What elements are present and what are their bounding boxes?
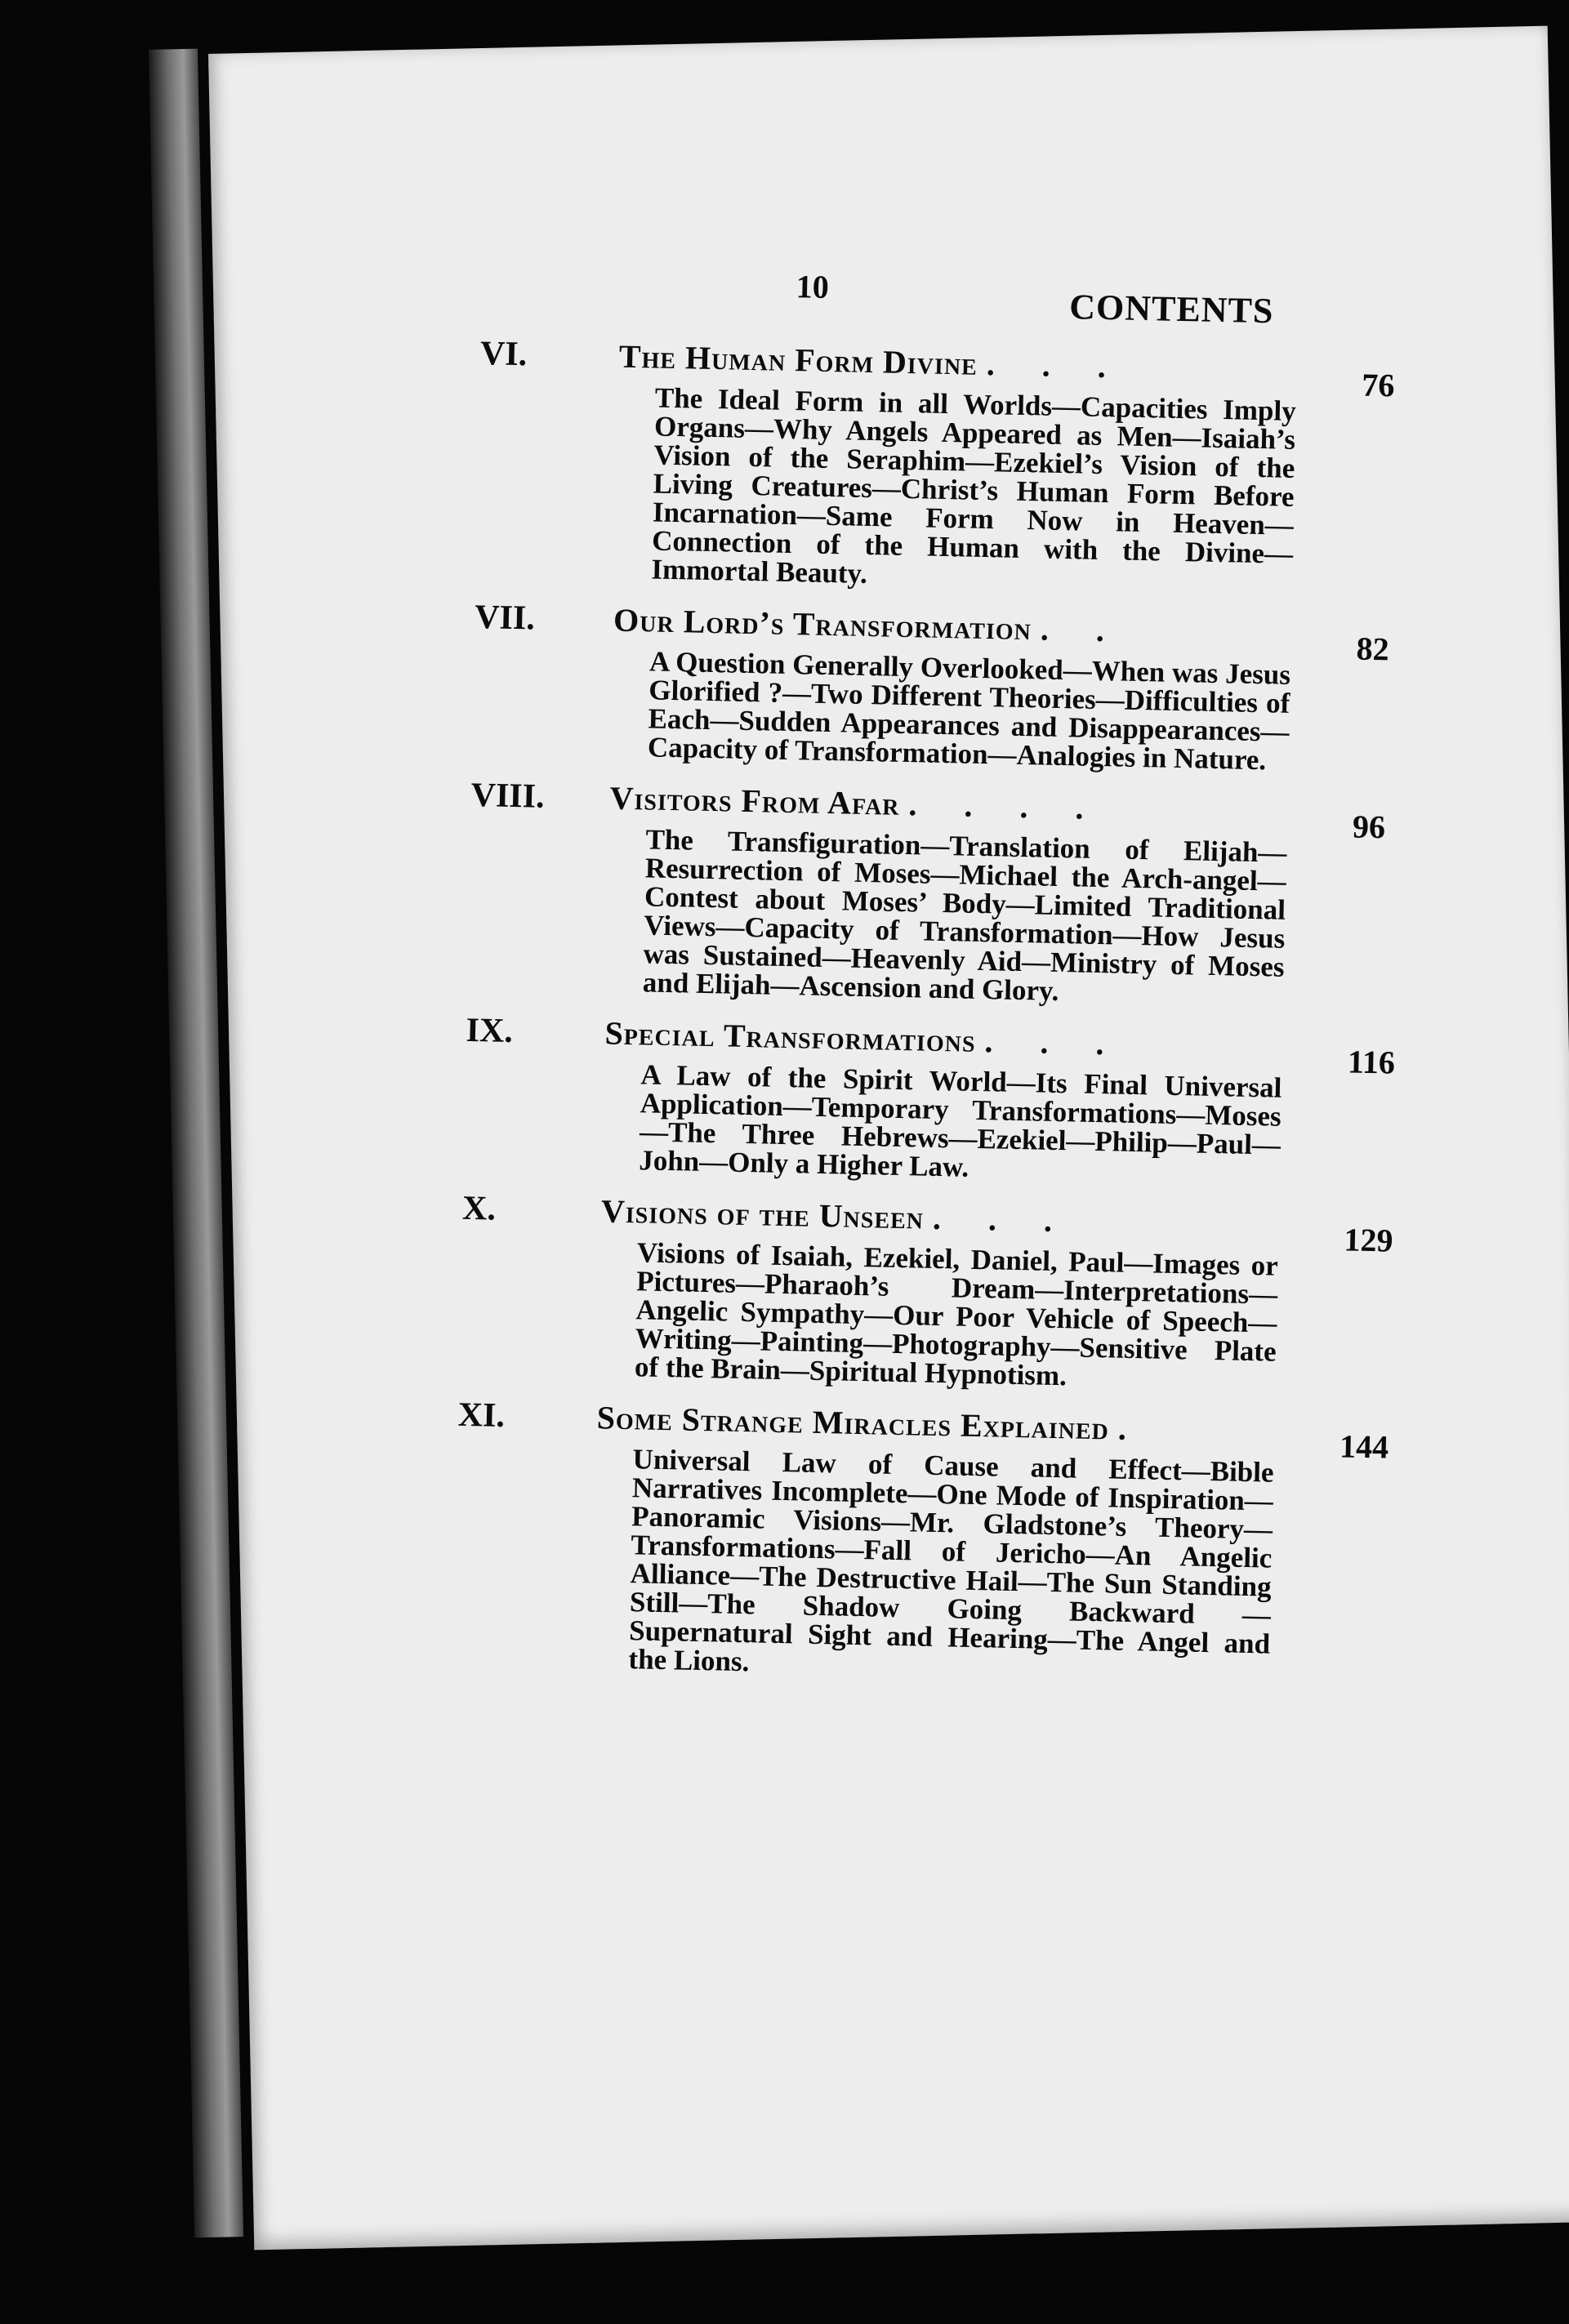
chapter-page-number: 82	[1356, 630, 1390, 668]
chapter-page-number: 144	[1339, 1427, 1389, 1466]
chapter-numeral: VI.	[479, 335, 528, 374]
chapter-entry-xi	[452, 1396, 1569, 1694]
chapter-title-text: Our Lord’s Transformation	[613, 601, 1032, 648]
chapter-title	[613, 601, 1125, 650]
chapter-summary: A Law of the Spirit World—Its Final Universal Application—Temporary Transformations—Moses—The Three Hebrews—Ezekiel—Philip—Paul—John—Only a Higher Law.	[638, 1058, 1282, 1183]
chapter-summary: A Question Generally Overlooked—When was Jesus Glorified ?—Two Different Theories—Difficulties of Each—Sudden Appearances and Disappearances—Capacity of Transformation—Analogies in Nature.	[647, 645, 1291, 777]
chapter-numeral: VIII.	[470, 776, 545, 816]
chapter-entry-ix	[463, 1011, 1569, 1195]
chapter-numeral: VII.	[474, 598, 536, 638]
chapter-title-text: Visions of the Unseen	[600, 1192, 925, 1236]
chapter-title	[609, 778, 1103, 827]
chapter-numeral: IX.	[466, 1011, 514, 1051]
book-page	[208, 26, 1569, 2251]
chapter-title-text: Visitors From Afar	[609, 779, 901, 822]
chapter-title-text: Special Transformations	[604, 1014, 977, 1059]
chapter-summary: The Transfiguration—Translation of Elijah—Resurrection of Moses—Michael the Arch-angel—Contest about Moses’ Body—Limited Traditional Views—Capacity of Transformation—How Jesus was Sustained—Heavenly Aid—Ministry of Moses and Elijah—Ascension and Glory.	[642, 823, 1287, 1008]
chapter-entry-vii	[472, 598, 1569, 782]
chapter-entry-viii	[467, 776, 1569, 1017]
chapter-entry-vi	[475, 334, 1569, 604]
chapter-title	[604, 1013, 1124, 1062]
chapter-entry-x	[459, 1189, 1569, 1402]
contents-block	[452, 260, 1569, 1712]
leader-dots: .	[1117, 1409, 1147, 1448]
chapter-summary: Visions of Isaiah, Ezekiel, Daniel, Paul—Images or Pictures—Pharaoh’s Dream—Interpretations—Angelic Sympathy—Our Poor Vehicle of Speech—Writing—Painting—Photography—Sensitive Plate of the Brain—Spiritual Hypnotism.	[634, 1236, 1279, 1392]
chapter-page-number: 96	[1352, 808, 1386, 846]
chapter-page-number: 129	[1344, 1221, 1393, 1259]
chapter-title-text: Some Strange Miracles Explained	[596, 1399, 1110, 1447]
chapter-numeral: XI.	[457, 1396, 506, 1435]
leader-dots: . . .	[932, 1199, 1072, 1240]
chapter-page-number: 76	[1361, 366, 1395, 404]
leader-dots: . . . .	[908, 786, 1103, 827]
leader-dots: . .	[1040, 610, 1125, 649]
leader-dots: . . .	[986, 345, 1126, 385]
leader-dots: . . .	[984, 1022, 1124, 1062]
chapter-page-number: 116	[1347, 1043, 1396, 1081]
chapter-title	[601, 1191, 1072, 1240]
chapter-summary: Universal Law of Cause and Effect—Bible Narratives Incomplete—One Mode of Inspiration—Panoramic Visions—Mr. Gladstone’s Theory—Transformations—Fall of Jericho—An Angelic Alliance—The Destructive Hail—The Sun Standing Still—The Shadow Going Backward — Supernatural Sight and Hearing—The Angel and the Lions.	[628, 1443, 1274, 1678]
page-number: 10	[796, 268, 830, 305]
chapter-summary: The Ideal Form in all Worlds—Capacities Imply Organs—Why Angels Appeared as Men—Isaiah’s Vision of the Seraphim—Ezekiel’s Vision of the Living Creatures—Christ’s Human Form Before Incarnation—Same Form Now in Heaven—Connection of the Human with the Divine—Immortal Beauty.	[651, 381, 1297, 590]
chapter-title	[596, 1398, 1146, 1448]
chapter-title-text: The Human Form Divine	[618, 337, 978, 382]
page-title: CONTENTS	[1068, 287, 1274, 332]
chapter-numeral: X.	[461, 1189, 497, 1228]
